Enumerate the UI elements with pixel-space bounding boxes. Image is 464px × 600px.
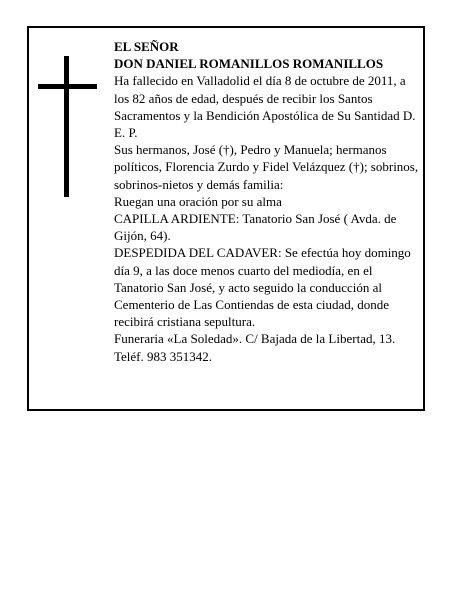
funeral-home-info: Funeraria «La Soledad». C/ Bajada de la Libertad, 13. Teléf. 983 351342. [114,331,396,364]
cross-icon-crossbar [38,84,97,89]
prayer-request: Ruegan una oración por su alma [114,193,282,209]
heading-title: EL SEÑOR [114,39,179,54]
death-announcement: Ha fallecido en Valladolid el día 8 de octubre de 2011, a los 82 años de edad, después de recibir los Santos Sacramentos y la Bendición Apostólica de Su Santidad D. E. P. [114,73,416,141]
chapel-info: CAPILLA ARDIENTE: Tanatorio San José ( Avda. de Gijón, 64). [114,211,397,244]
funeral-info: DESPEDIDA DEL CADAVER: Se efectúa hoy domingo día 9, a las doce menos cuarto del mediodía, en el Tanatorio San José, y acto seguido la conducción al Cementerio de Las Contiendas de esta ciudad, donde recibirá cristiana sepultura. [114,245,411,330]
heading-name: DON DANIEL ROMANILLOS ROMANILLOS [114,56,384,72]
family-list: Sus hermanos, José (†), Pedro y Manuela; hermanos políticos, Florencia Zurdo y Fidel Velázquez (†); sobrinos, sobrinos-nietos y demás familia: [114,142,419,192]
cross-icon [64,56,69,197]
obituary-text [114,38,422,365]
